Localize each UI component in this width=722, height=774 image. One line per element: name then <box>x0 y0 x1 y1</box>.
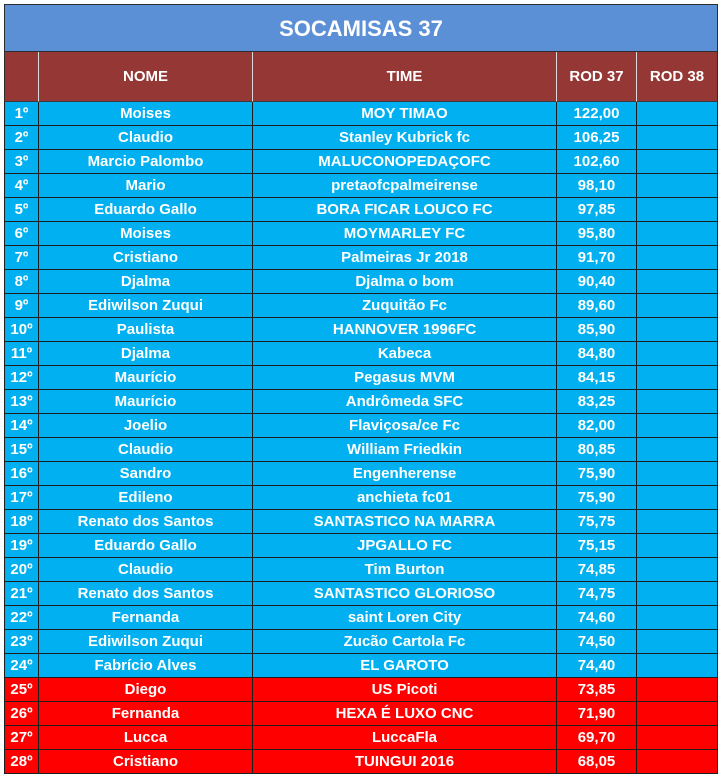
cell-nome: Joelio <box>39 414 253 438</box>
table-row <box>4 318 718 342</box>
cell-time: Kabeca <box>253 342 557 366</box>
cell-nome: Renato dos Santos <box>39 510 253 534</box>
cell-rod37: 75,90 <box>557 486 637 510</box>
cell-time: Djalma o bom <box>253 270 557 294</box>
cell-rod38 <box>637 606 718 630</box>
table-row <box>4 246 718 270</box>
cell-nome: Djalma <box>39 342 253 366</box>
cell-rod37: 74,60 <box>557 606 637 630</box>
table-row <box>4 150 718 174</box>
cell-pos: 21º <box>4 582 39 606</box>
cell-rod37: 85,90 <box>557 318 637 342</box>
cell-time: Flaviçosa/ce Fc <box>253 414 557 438</box>
cell-nome: Diego <box>39 678 253 702</box>
ranking-sheet <box>4 4 718 774</box>
cell-rod38 <box>637 126 718 150</box>
cell-nome: Claudio <box>39 126 253 150</box>
table-row <box>4 198 718 222</box>
cell-rod38 <box>637 342 718 366</box>
cell-nome: Cristiano <box>39 750 253 774</box>
cell-nome: Moises <box>39 222 253 246</box>
table-row <box>4 486 718 510</box>
cell-time: Palmeiras Jr 2018 <box>253 246 557 270</box>
table-row <box>4 678 718 702</box>
cell-rod38 <box>637 702 718 726</box>
header-rod38: ROD 38 <box>637 52 718 102</box>
cell-pos: 9º <box>4 294 39 318</box>
cell-rod37: 75,15 <box>557 534 637 558</box>
cell-time: anchieta fc01 <box>253 486 557 510</box>
header-pos <box>4 52 39 102</box>
cell-pos: 10º <box>4 318 39 342</box>
cell-rod38 <box>637 294 718 318</box>
table-row <box>4 102 718 126</box>
cell-pos: 19º <box>4 534 39 558</box>
cell-nome: Claudio <box>39 438 253 462</box>
cell-nome: Moises <box>39 102 253 126</box>
cell-pos: 26º <box>4 702 39 726</box>
cell-rod37: 69,70 <box>557 726 637 750</box>
cell-pos: 1º <box>4 102 39 126</box>
cell-nome: Lucca <box>39 726 253 750</box>
cell-rod38 <box>637 678 718 702</box>
cell-time: pretaofcpalmeirense <box>253 174 557 198</box>
table-row <box>4 534 718 558</box>
table-row <box>4 390 718 414</box>
cell-time: SANTASTICO GLORIOSO <box>253 582 557 606</box>
cell-rod38 <box>637 750 718 774</box>
cell-rod37: 102,60 <box>557 150 637 174</box>
cell-nome: Ediwilson Zuqui <box>39 294 253 318</box>
cell-rod38 <box>637 726 718 750</box>
cell-rod37: 84,80 <box>557 342 637 366</box>
table-row <box>4 726 718 750</box>
cell-rod38 <box>637 534 718 558</box>
cell-rod38 <box>637 654 718 678</box>
cell-time: HEXA É LUXO CNC <box>253 702 557 726</box>
cell-nome: Eduardo Gallo <box>39 534 253 558</box>
cell-rod38 <box>637 462 718 486</box>
cell-rod37: 106,25 <box>557 126 637 150</box>
table-row <box>4 606 718 630</box>
cell-pos: 25º <box>4 678 39 702</box>
cell-pos: 12º <box>4 366 39 390</box>
cell-time: Zucão Cartola Fc <box>253 630 557 654</box>
cell-nome: Ediwilson Zuqui <box>39 630 253 654</box>
table-row <box>4 702 718 726</box>
cell-nome: Eduardo Gallo <box>39 198 253 222</box>
cell-rod38 <box>637 558 718 582</box>
table-row <box>4 366 718 390</box>
cell-time: BORA FICAR LOUCO FC <box>253 198 557 222</box>
cell-rod38 <box>637 438 718 462</box>
cell-rod37: 74,40 <box>557 654 637 678</box>
sheet-title: SOCAMISAS 37 <box>4 4 718 52</box>
cell-rod38 <box>637 222 718 246</box>
cell-rod37: 84,15 <box>557 366 637 390</box>
cell-pos: 24º <box>4 654 39 678</box>
cell-rod38 <box>637 174 718 198</box>
ranking-rows <box>4 102 718 774</box>
table-row <box>4 222 718 246</box>
cell-nome: Paulista <box>39 318 253 342</box>
cell-rod38 <box>637 630 718 654</box>
cell-time: Engenherense <box>253 462 557 486</box>
cell-pos: 7º <box>4 246 39 270</box>
cell-nome: Mario <box>39 174 253 198</box>
cell-rod37: 83,25 <box>557 390 637 414</box>
cell-time: LuccaFla <box>253 726 557 750</box>
cell-time: Pegasus MVM <box>253 366 557 390</box>
cell-pos: 18º <box>4 510 39 534</box>
cell-time: JPGALLO FC <box>253 534 557 558</box>
header-rod37: ROD 37 <box>557 52 637 102</box>
cell-rod38 <box>637 198 718 222</box>
cell-pos: 5º <box>4 198 39 222</box>
table-row <box>4 750 718 774</box>
cell-time: saint Loren City <box>253 606 557 630</box>
cell-rod37: 122,00 <box>557 102 637 126</box>
cell-rod37: 74,50 <box>557 630 637 654</box>
cell-time: HANNOVER 1996FC <box>253 318 557 342</box>
cell-nome: Cristiano <box>39 246 253 270</box>
cell-time: Zuquitão Fc <box>253 294 557 318</box>
cell-time: Stanley Kubrick fc <box>253 126 557 150</box>
table-row <box>4 582 718 606</box>
cell-time: MOYMARLEY FC <box>253 222 557 246</box>
cell-pos: 23º <box>4 630 39 654</box>
cell-rod37: 71,90 <box>557 702 637 726</box>
table-row <box>4 294 718 318</box>
cell-time: US Picoti <box>253 678 557 702</box>
header-time: TIME <box>253 52 557 102</box>
cell-nome: Marcio Palombo <box>39 150 253 174</box>
table-row <box>4 630 718 654</box>
cell-pos: 4º <box>4 174 39 198</box>
cell-pos: 13º <box>4 390 39 414</box>
cell-rod37: 80,85 <box>557 438 637 462</box>
cell-rod37: 75,75 <box>557 510 637 534</box>
cell-rod37: 74,75 <box>557 582 637 606</box>
cell-rod38 <box>637 150 718 174</box>
cell-pos: 11º <box>4 342 39 366</box>
cell-rod38 <box>637 390 718 414</box>
table-row <box>4 654 718 678</box>
cell-rod37: 75,90 <box>557 462 637 486</box>
cell-rod38 <box>637 318 718 342</box>
cell-rod37: 73,85 <box>557 678 637 702</box>
cell-nome: Fabrício Alves <box>39 654 253 678</box>
cell-rod37: 97,85 <box>557 198 637 222</box>
cell-nome: Djalma <box>39 270 253 294</box>
header-nome: NOME <box>39 52 253 102</box>
cell-nome: Maurício <box>39 390 253 414</box>
cell-rod37: 98,10 <box>557 174 637 198</box>
cell-nome: Fernanda <box>39 606 253 630</box>
cell-time: TUINGUI 2016 <box>253 750 557 774</box>
cell-pos: 15º <box>4 438 39 462</box>
cell-pos: 27º <box>4 726 39 750</box>
cell-rod37: 82,00 <box>557 414 637 438</box>
cell-pos: 17º <box>4 486 39 510</box>
cell-time: EL GAROTO <box>253 654 557 678</box>
cell-time: MALUCONOPEDAÇOFC <box>253 150 557 174</box>
table-row <box>4 270 718 294</box>
table-row <box>4 342 718 366</box>
cell-time: William Friedkin <box>253 438 557 462</box>
table-row <box>4 438 718 462</box>
cell-rod37: 89,60 <box>557 294 637 318</box>
cell-nome: Sandro <box>39 462 253 486</box>
table-row <box>4 510 718 534</box>
cell-pos: 8º <box>4 270 39 294</box>
cell-time: MOY TIMAO <box>253 102 557 126</box>
cell-pos: 3º <box>4 150 39 174</box>
cell-nome: Renato dos Santos <box>39 582 253 606</box>
cell-pos: 14º <box>4 414 39 438</box>
cell-rod37: 91,70 <box>557 246 637 270</box>
cell-pos: 16º <box>4 462 39 486</box>
cell-time: Tim Burton <box>253 558 557 582</box>
cell-rod37: 68,05 <box>557 750 637 774</box>
cell-nome: Fernanda <box>39 702 253 726</box>
table-row <box>4 462 718 486</box>
table-row <box>4 174 718 198</box>
cell-pos: 28º <box>4 750 39 774</box>
cell-rod38 <box>637 486 718 510</box>
cell-rod38 <box>637 414 718 438</box>
cell-pos: 6º <box>4 222 39 246</box>
cell-rod37: 74,85 <box>557 558 637 582</box>
cell-rod38 <box>637 582 718 606</box>
cell-pos: 22º <box>4 606 39 630</box>
cell-rod37: 90,40 <box>557 270 637 294</box>
cell-time: Andrômeda SFC <box>253 390 557 414</box>
cell-time: SANTASTICO NA MARRA <box>253 510 557 534</box>
header-row <box>4 52 718 102</box>
cell-rod38 <box>637 102 718 126</box>
table-row <box>4 558 718 582</box>
cell-rod38 <box>637 366 718 390</box>
cell-nome: Claudio <box>39 558 253 582</box>
cell-pos: 20º <box>4 558 39 582</box>
cell-rod38 <box>637 246 718 270</box>
cell-nome: Maurício <box>39 366 253 390</box>
cell-nome: Edileno <box>39 486 253 510</box>
cell-rod37: 95,80 <box>557 222 637 246</box>
cell-rod38 <box>637 510 718 534</box>
table-row <box>4 414 718 438</box>
cell-pos: 2º <box>4 126 39 150</box>
cell-rod38 <box>637 270 718 294</box>
table-row <box>4 126 718 150</box>
